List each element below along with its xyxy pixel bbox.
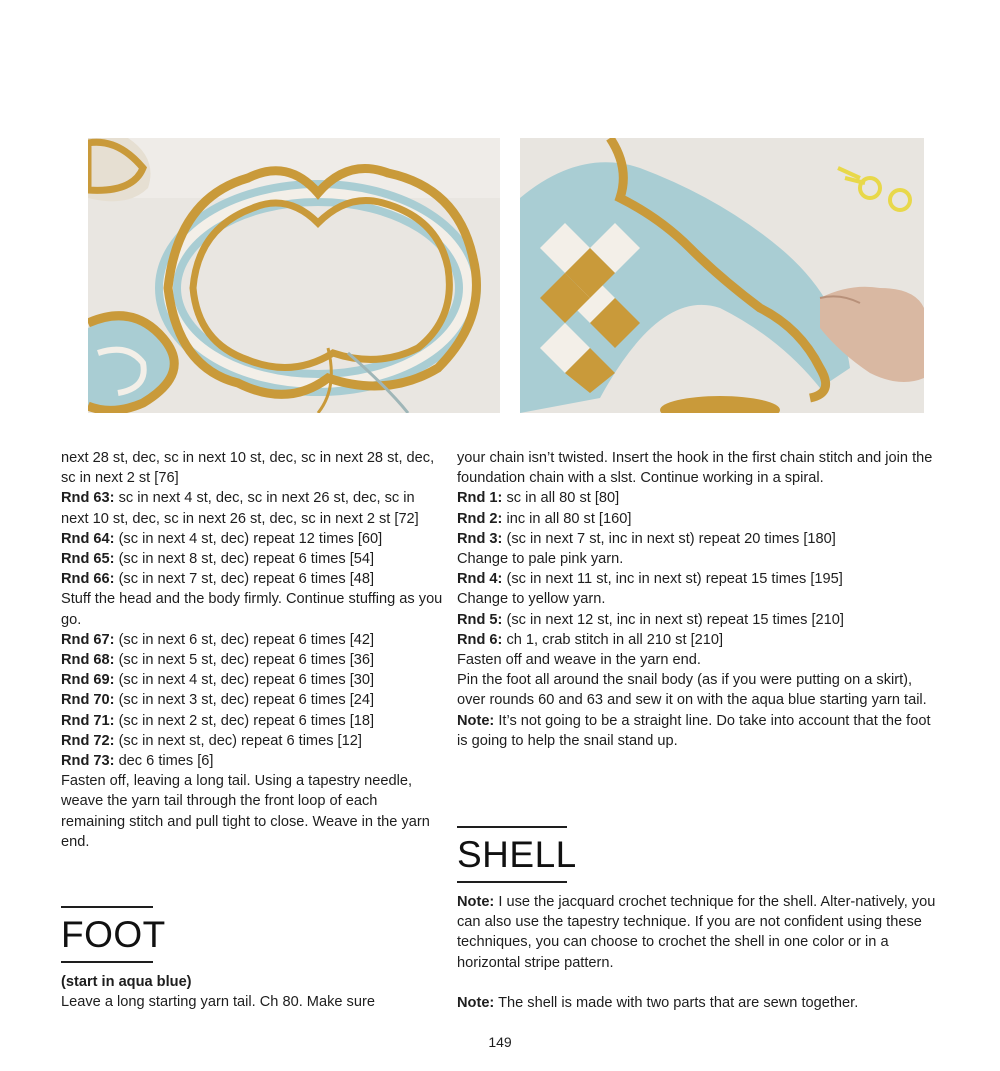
foot-body: [61, 972, 443, 1012]
pattern-line: your chain isn’t twisted. Insert the hook in the first chain stitch and join the foundation chain with a slst. Continue working in a spiral.: [457, 450, 933, 487]
heading-rule: [457, 826, 567, 828]
foot-intro: Leave a long starting yarn tail. Ch 80. Make sure: [61, 994, 375, 1011]
shell-body: [457, 892, 943, 1013]
pattern-line: next 28 st, dec, sc in next 10 st, dec, sc in next 28 st, dec, sc in next 2 st [76]: [61, 450, 435, 487]
foot-subheading: (start in aqua blue): [61, 974, 192, 990]
pattern-line: Rnd 66: (sc in next 7 st, dec) repeat 6 times [48]: [61, 571, 375, 588]
pattern-line: Fasten off and weave in the yarn end.: [457, 652, 701, 669]
section-heading-shell: [457, 826, 577, 883]
pattern-line: Rnd 72: (sc in next st, dec) repeat 6 times [12]: [61, 732, 362, 749]
pattern-line: Change to pale pink yarn.: [457, 551, 624, 568]
pattern-line: Rnd 69: (sc in next 4 st, dec) repeat 6 times [30]: [61, 672, 375, 689]
shell-note: Note: I use the jacquard crochet technique for the shell. Alter-natively, you can also use the tapestry technique. If you are not confident using these techniques, you can choose to crochet the shell in one color or in a horizontal stripe pattern.: [457, 894, 936, 971]
pattern-line: Rnd 68: (sc in next 5 st, dec) repeat 6 times [36]: [61, 652, 375, 669]
left-text-column: [61, 448, 443, 852]
heading-rule: [457, 881, 567, 883]
page-number: 149: [488, 1034, 512, 1050]
photo-ruffled-foot: [88, 138, 500, 413]
pattern-line: Change to yellow yarn.: [457, 591, 606, 608]
ruffled-foot-illustration: [88, 138, 500, 413]
pattern-line: Rnd 6: ch 1, crab stitch in all 210 st [210]: [457, 631, 724, 648]
heading-text-shell: SHELL: [457, 834, 577, 875]
pattern-line: Note: It’s not going to be a straight line. Do take into account that the foot is going to help the snail stand up.: [457, 712, 931, 749]
pattern-line: Rnd 64: (sc in next 4 st, dec) repeat 12 times [60]: [61, 530, 383, 547]
pattern-line: Rnd 70: (sc in next 3 st, dec) repeat 6 times [24]: [61, 692, 375, 709]
pattern-line: Rnd 71: (sc in next 2 st, dec) repeat 6 times [18]: [61, 712, 375, 729]
shell-note: Note: The shell is made with two parts that are sewn together.: [457, 994, 859, 1011]
pattern-line: Rnd 73: dec 6 times [6]: [61, 753, 214, 770]
snail-body-illustration: [520, 138, 924, 413]
pattern-line: Stuff the head and the body firmly. Continue stuffing as you go.: [61, 591, 443, 628]
photo-sewing-snail-body: [520, 138, 924, 413]
pattern-line: Rnd 65: (sc in next 8 st, dec) repeat 6 times [54]: [61, 551, 375, 568]
pattern-line: Fasten off, leaving a long tail. Using a tapestry needle, weave the yarn tail through the front loop of each remaining stitch and pull tight to close. Weave in the yarn end.: [61, 773, 430, 850]
pattern-line: Rnd 2: inc in all 80 st [160]: [457, 510, 632, 527]
heading-rule: [61, 961, 153, 963]
pattern-line: Rnd 67: (sc in next 6 st, dec) repeat 6 times [42]: [61, 631, 375, 648]
section-heading-foot: [61, 906, 166, 963]
pattern-line: Rnd 63: sc in next 4 st, dec, sc in next 26 st, dec, sc in next 10 st, dec, sc in next 26 st, dec, sc in next 2 st [72]: [61, 490, 419, 527]
heading-text-foot: FOOT: [61, 914, 166, 955]
right-text-column: [457, 448, 943, 751]
pattern-line: Rnd 5: (sc in next 12 st, inc in next st) repeat 15 times [210]: [457, 611, 844, 628]
pattern-line: Rnd 3: (sc in next 7 st, inc in next st) repeat 20 times [180]: [457, 530, 836, 547]
pattern-line: Rnd 1: sc in all 80 st [80]: [457, 490, 620, 507]
pattern-line: Pin the foot all around the snail body (as if you were putting on a skirt), over rounds 60 and 63 and sew it on with the aqua blue starting yarn tail.: [457, 672, 927, 709]
heading-rule: [61, 906, 153, 908]
pattern-line: Rnd 4: (sc in next 11 st, inc in next st) repeat 15 times [195]: [457, 571, 843, 588]
